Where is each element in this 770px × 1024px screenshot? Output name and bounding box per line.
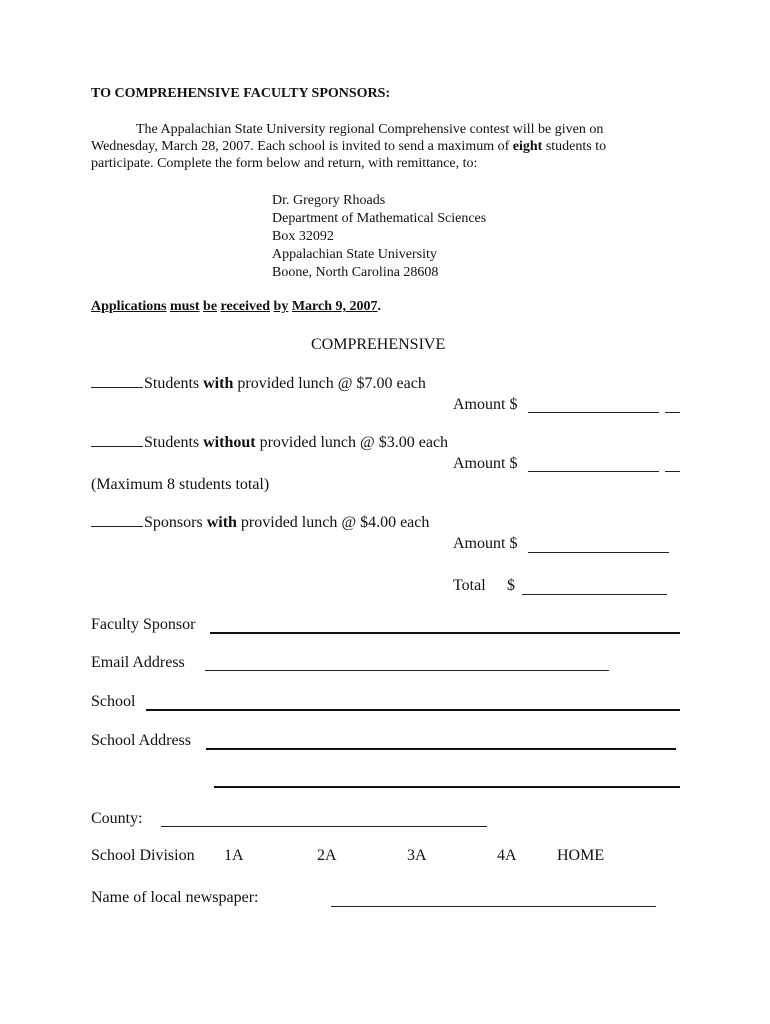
fee-row-students-with-lunch <box>91 375 426 393</box>
address-line: Department of Mathematical Sciences <box>272 211 487 226</box>
division-option-4a[interactable]: 4A <box>497 847 517 864</box>
intro-line-1: The Appalachian State University regional Comprehensive contest will be given on <box>136 122 604 137</box>
email-field[interactable] <box>205 670 609 671</box>
intro-text: Wednesday, March 28, 2007. Each school is invited to send a maximum of <box>91 139 513 154</box>
quantity-blank[interactable] <box>91 526 143 527</box>
deadline-word: by <box>273 299 289 314</box>
deadline-notice <box>91 299 381 315</box>
faculty-sponsor-label: Faculty Sponsor <box>91 616 196 633</box>
max-students-note: (Maximum 8 students total) <box>91 476 270 493</box>
fee-row-sponsors-with-lunch <box>91 514 429 532</box>
intro-text: students to <box>542 139 607 154</box>
division-option-home[interactable]: HOME <box>557 847 605 864</box>
quantity-blank[interactable] <box>91 387 143 388</box>
address-line: Boone, North Carolina 28608 <box>272 265 439 280</box>
faculty-sponsor-field[interactable] <box>210 632 680 634</box>
fee-text: provided lunch @ $4.00 each <box>236 514 430 531</box>
total-currency: $ <box>507 577 515 594</box>
newspaper-label: Name of local newspaper: <box>91 889 259 906</box>
fee-emphasis: with <box>206 514 237 531</box>
division-option-3a[interactable]: 3A <box>407 847 427 864</box>
county-field[interactable] <box>161 826 487 827</box>
division-option-2a[interactable]: 2A <box>317 847 337 864</box>
intro-paragraph <box>91 121 661 172</box>
amount-field-tail <box>665 471 680 472</box>
amount-label: Amount $ <box>453 455 518 472</box>
deadline-word: Applications <box>91 299 167 314</box>
county-label: County: <box>91 810 143 827</box>
address-line: Appalachian State University <box>272 247 437 262</box>
school-address-label: School Address <box>91 732 191 749</box>
amount-field[interactable] <box>528 471 659 472</box>
school-label: School <box>91 693 136 710</box>
fee-text: Students <box>144 434 204 451</box>
intro-emphasis: eight <box>512 139 543 154</box>
amount-field-tail <box>665 412 680 413</box>
fee-row-students-without-lunch <box>91 434 448 452</box>
quantity-blank[interactable] <box>91 446 143 447</box>
fee-text: provided lunch @ $3.00 each <box>255 434 449 451</box>
school-address-field-line-2[interactable] <box>214 786 680 788</box>
heading: TO COMPREHENSIVE FACULTY SPONSORS: <box>91 86 391 101</box>
fee-text: Students <box>144 375 204 392</box>
deadline-word: must <box>169 299 200 314</box>
address-line: Dr. Gregory Rhoads <box>272 193 386 208</box>
amount-label: Amount $ <box>453 535 518 552</box>
fee-emphasis: with <box>203 375 234 392</box>
amount-label: Amount $ <box>453 396 518 413</box>
fee-text: Sponsors <box>144 514 207 531</box>
total-label: Total <box>453 577 486 594</box>
intro-line-2 <box>91 138 661 155</box>
address-line: Box 32092 <box>272 229 334 244</box>
deadline-period: . <box>377 299 382 314</box>
school-division-label: School Division <box>91 847 195 864</box>
school-address-field-line-1[interactable] <box>206 748 676 750</box>
total-field[interactable] <box>522 594 667 595</box>
intro-line-3: participate. Complete the form below and return, with remittance, to: <box>91 156 478 171</box>
school-field[interactable] <box>146 709 680 711</box>
amount-field[interactable] <box>528 552 669 553</box>
newspaper-field[interactable] <box>331 906 656 907</box>
section-title: COMPREHENSIVE <box>311 336 446 353</box>
mailing-address <box>272 192 486 282</box>
deadline-word: be <box>203 299 218 314</box>
amount-field[interactable] <box>528 412 659 413</box>
deadline-word: received <box>220 299 271 314</box>
email-label: Email Address <box>91 654 185 671</box>
fee-emphasis: without <box>203 434 256 451</box>
fee-text: provided lunch @ $7.00 each <box>233 375 426 392</box>
deadline-date: March 9, 2007 <box>291 299 378 314</box>
division-option-1a[interactable]: 1A <box>224 847 244 864</box>
